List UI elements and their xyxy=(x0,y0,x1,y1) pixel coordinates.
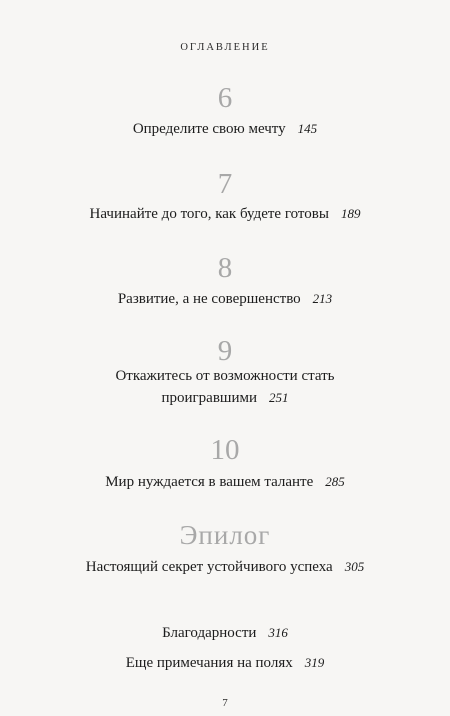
epilogue-page-number: 305 xyxy=(344,559,365,574)
chapter-title: Развитие, а не совершенство xyxy=(117,291,301,307)
chapter-title-line-1: Откажитесь от возможности стать xyxy=(115,368,335,384)
chapter-page-number: 145 xyxy=(297,121,318,136)
chapter-page-number: 251 xyxy=(269,390,289,405)
epilogue-title: Настоящий секрет устойчивого успеха xyxy=(85,559,333,575)
chapter-entry[interactable] xyxy=(0,288,450,310)
epilogue-label: Эпилог xyxy=(179,520,271,550)
chapter-title: Начинайте до того, как будете готовы xyxy=(89,206,329,222)
chapter-number: 8 xyxy=(217,252,233,284)
notes-page-number: 319 xyxy=(304,655,325,670)
chapter-entry[interactable] xyxy=(0,365,450,409)
chapter-title-line-2: проигравшими xyxy=(161,390,258,406)
chapter-page-number: 213 xyxy=(312,291,333,306)
chapter-number: 10 xyxy=(210,434,240,466)
chapter-number: 6 xyxy=(217,82,233,114)
epilogue-entry[interactable] xyxy=(0,556,450,578)
chapter-number: 9 xyxy=(217,335,233,367)
page-number: 7 xyxy=(222,697,228,709)
acknowledgements-entry[interactable] xyxy=(0,622,450,644)
notes-title: Еще примечания на полях xyxy=(125,655,293,671)
acknowledgements-page-number: 316 xyxy=(268,625,288,640)
notes-entry[interactable] xyxy=(0,652,450,674)
chapter-page-number: 189 xyxy=(340,206,361,221)
acknowledgements-title: Благодарности xyxy=(162,625,257,641)
chapter-number: 7 xyxy=(217,168,233,200)
toc-heading: ОГЛАВЛЕНИЕ xyxy=(180,42,270,53)
chapter-entry[interactable] xyxy=(0,118,450,140)
chapter-entry[interactable] xyxy=(0,471,450,493)
chapter-entry[interactable] xyxy=(0,203,450,225)
chapter-page-number: 285 xyxy=(325,474,345,489)
chapter-title: Мир нуждается в вашем таланте xyxy=(105,474,314,490)
chapter-title: Определите свою мечту xyxy=(132,121,286,137)
